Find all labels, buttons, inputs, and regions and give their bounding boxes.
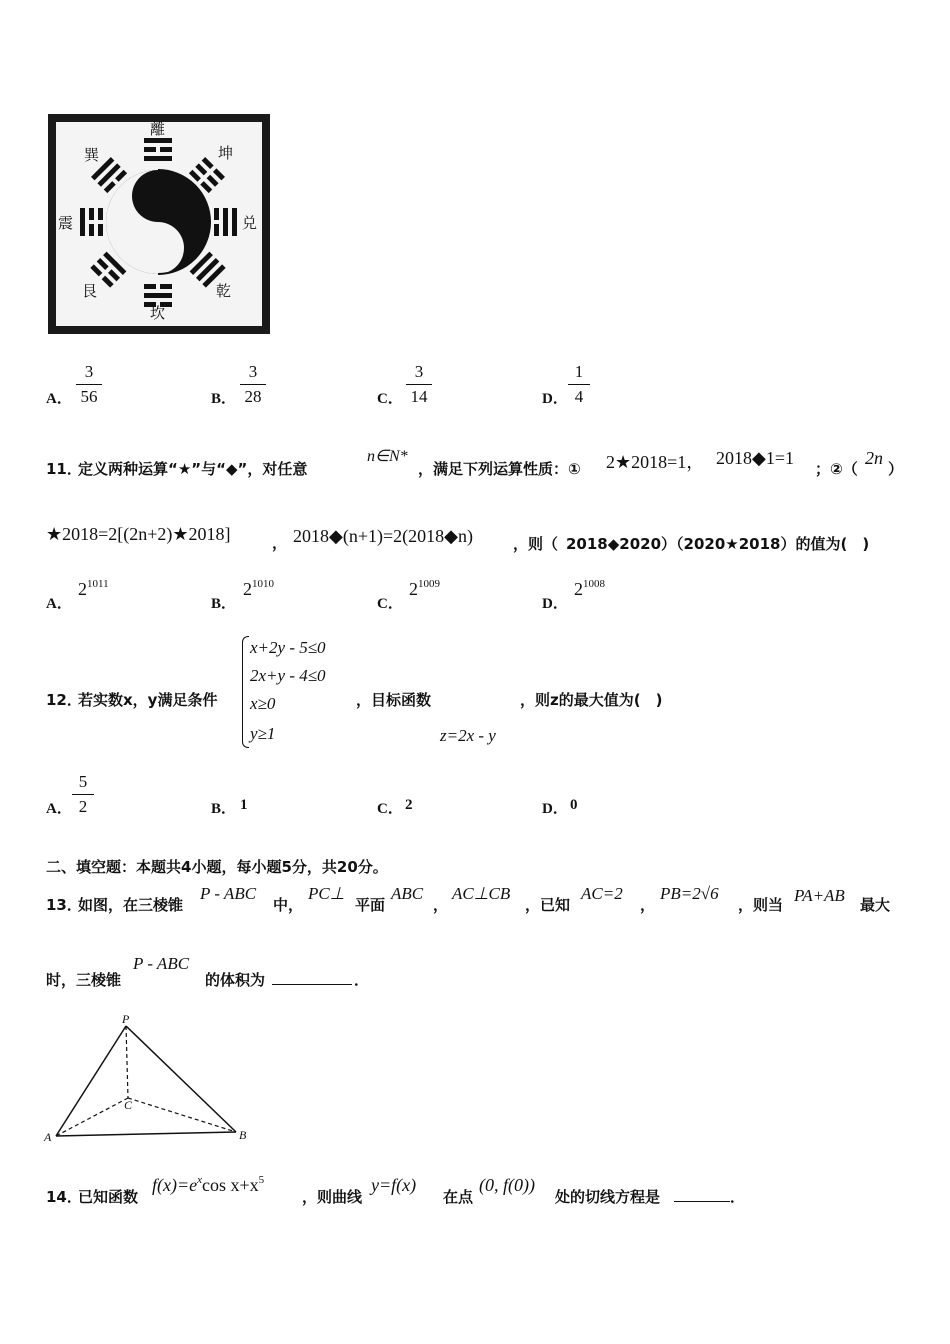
q11-line2-expr2: 2018◆(n+1)=2(2018◆n) <box>293 526 473 546</box>
section-heading: 二、填空题：本题共4小题，每小题5分，共20分。 <box>46 858 388 876</box>
trigram-label-bottom-right: 乾 <box>216 282 232 300</box>
q13-e1: P - ABC <box>200 884 257 903</box>
q13-number: 13． <box>46 896 82 914</box>
q12-option-a-fraction: 5 2 <box>72 772 94 817</box>
q14-answer-blank[interactable] <box>674 1187 730 1202</box>
q14-point: (0, f(0)) <box>479 1175 535 1195</box>
trigram-label-top: 離 <box>150 120 166 138</box>
q13-e3: ABC <box>391 884 424 903</box>
q13-t7: ，则当 <box>738 896 784 914</box>
q11-property3: 2n <box>865 448 883 468</box>
q11-option-b-letter: B． <box>211 596 237 612</box>
q12-option-c-letter: C． <box>377 801 403 817</box>
q11-property1: 2★2018=1， <box>606 452 705 472</box>
q11-option-c-letter: C． <box>377 596 403 612</box>
vertex-label-b: B <box>239 1128 247 1142</box>
vertex-label-a: A <box>44 1130 52 1144</box>
q14-end: ． <box>730 1188 746 1206</box>
q13-answer-blank[interactable] <box>272 970 352 985</box>
q13-line2-end: ． <box>354 971 370 989</box>
q13-t6: ， <box>640 896 656 914</box>
vertex-label-p: P <box>122 1012 130 1026</box>
q12-option-c-value: 2 <box>405 797 413 813</box>
q11-option-a-value: $2^{1011}$ <box>78 578 109 599</box>
q11-option-b-value: $2^{1010}$ <box>243 578 274 599</box>
tetrahedron-figure <box>44 1012 256 1148</box>
q13-e7: PA+AB <box>794 886 845 905</box>
tetrahedron-graphic <box>44 1012 256 1148</box>
q14-curve: y=f(x) <box>371 1175 417 1195</box>
q14-t3: 在点 <box>443 1188 474 1206</box>
q14-function: $f(x)=e^x\cos$ $x+x^5$ <box>152 1174 265 1195</box>
q13-line2-e1: P - ABC <box>133 954 190 973</box>
q11-text3: ；②（ <box>815 460 858 478</box>
q12-text2: ，目标函数 <box>356 691 432 709</box>
q14-t2: ，则曲线 <box>302 1188 363 1206</box>
q12-condition-2: 2x+y - 4≤0 <box>250 666 326 685</box>
q13-t8: 最大 <box>860 896 891 914</box>
q10-option-c-fraction: 3 14 <box>406 362 432 407</box>
q12-option-d-value: 0 <box>570 797 578 813</box>
trigram-label-top-left: 巽 <box>84 146 100 164</box>
q12-condition-1: x+2y - 5≤0 <box>250 638 326 657</box>
q12-option-d-letter: D． <box>542 801 568 817</box>
q12-number: 12． <box>46 691 82 709</box>
q12-condition-3: x≥0 <box>250 694 276 713</box>
q14-t1: 已知函数 <box>78 1188 139 1206</box>
q13-t5: ，已知 <box>525 896 571 914</box>
q13-e4: AC⊥CB <box>452 884 511 903</box>
q11-property2: 2018◆1=1 <box>716 448 794 468</box>
q12-option-a-letter: A． <box>46 801 72 817</box>
q10-option-d-letter: D． <box>542 391 568 407</box>
q13-e6: PB=2√6 <box>660 884 719 903</box>
q11-option-c-value: $2^{1009}$ <box>409 578 440 599</box>
q12-option-b-letter: B． <box>211 801 237 817</box>
vertex-label-c: C <box>124 1098 133 1112</box>
q11-line2-question: 2018◆2020）（2020★2018）的值为( ) <box>566 535 870 553</box>
q12-objective: z=2x - y <box>440 726 496 745</box>
trigram-label-top-right: 坤 <box>218 144 234 162</box>
trigram-label-bottom-left: 艮 <box>82 282 98 300</box>
q11-number: 11． <box>46 460 82 478</box>
q10-option-b-fraction: 3 28 <box>240 362 266 407</box>
bagua-figure <box>46 112 272 336</box>
q13-e5: AC=2 <box>581 884 623 903</box>
q12-option-b-value: 1 <box>240 797 248 813</box>
q13-e2: PC⊥ <box>308 884 345 903</box>
q11-option-d-letter: D． <box>542 596 568 612</box>
q12-condition-4: y≥1 <box>250 724 276 743</box>
q10-option-c-letter: C． <box>377 391 403 407</box>
q14-number: 14． <box>46 1188 82 1206</box>
trigram-label-left: 震 <box>58 214 74 232</box>
q13-line2-t2: 的体积为 <box>205 971 266 989</box>
q12-text3: ，则z的最大值为( ) <box>520 691 663 709</box>
q11-line2-sep: ， <box>272 534 288 552</box>
q10-option-d-fraction: 1 4 <box>568 362 590 407</box>
q13-t4: ， <box>433 896 449 914</box>
q13-line2-t1: 时，三棱锥 <box>46 971 122 989</box>
trigram-label-bottom: 坎 <box>150 304 166 322</box>
q11-line2-expr1: ★2018=2[(2n+2)★2018] <box>46 524 231 544</box>
q11-text1: 定义两种运算“★”与“◆”，对任意 <box>78 460 308 478</box>
q11-option-a-letter: A． <box>46 596 72 612</box>
q11-text2: ，满足下列运算性质：① <box>418 460 581 478</box>
q11-text4: ） <box>888 460 904 478</box>
q10-option-b-letter: B． <box>211 391 237 407</box>
q13-t1: 如图，在三棱锥 <box>78 896 184 914</box>
q13-t3: 平面 <box>355 896 386 914</box>
q14-t4: 处的切线方程是 <box>555 1188 661 1206</box>
q11-line2-then: ，则（ <box>513 535 559 553</box>
q11-option-d-value: $2^{1008}$ <box>574 578 605 599</box>
q12-text1: 若实数x，y满足条件 <box>78 691 218 709</box>
q11-set-expr: n∈N* <box>367 448 408 465</box>
trigram-label-right: 兑 <box>242 214 258 232</box>
q10-option-a-fraction: 3 56 <box>76 362 102 407</box>
q13-t2: 中， <box>273 896 304 914</box>
q12-conditions-brace <box>242 636 249 748</box>
q10-option-a-letter: A． <box>46 391 72 407</box>
